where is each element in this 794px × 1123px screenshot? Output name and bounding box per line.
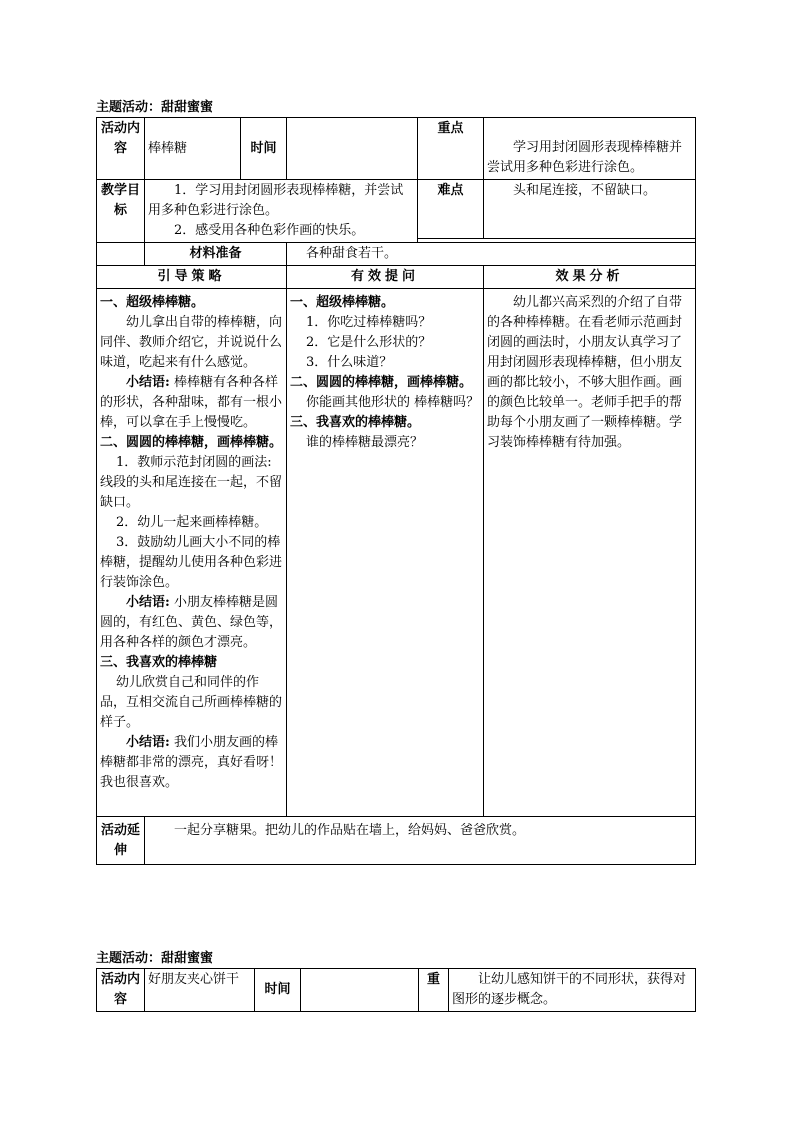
strategy-s1-summary: 小结语: 棒棒糖有各种各样的形状，各种甜味，都有一根小棒，可以拿在手上慢慢吃。 [100, 375, 283, 430]
strategy-column [97, 289, 287, 817]
extension-label: 活动延伸 [97, 817, 145, 865]
question-1-2: 2．它是什么形状的？ [306, 335, 432, 350]
difficulty-label: 难点 [418, 180, 484, 239]
header-analysis: 效果分析 [484, 266, 696, 289]
lesson-plan-table-2 [96, 968, 696, 1012]
goal-1: 1．学习用封闭圆形表现棒棒糖，并尝试用多种色彩进行涂色。 [148, 183, 404, 218]
extension-text: 一起分享糖果。把幼儿的作品贴在墙上，给妈妈、爸爸欣赏。 [145, 817, 696, 865]
header-questions: 有效提问 [287, 266, 484, 289]
strategy-s2-p1: 1．教师示范封闭圆的画法: 线段的头和尾连接在一起，不留缺口。 [100, 455, 283, 510]
strategy-s3-summary: 小结语: 我们小朋友画的棒棒糖都非常的漂亮，真好看呀！我也很喜欢。 [100, 735, 283, 790]
strategy-section-1-title: 一、超级棒棒糖。 [100, 295, 205, 310]
theme-title: 主题活动：甜甜蜜蜜 [96, 100, 214, 115]
question-1-3: 3．什么味道？ [306, 355, 393, 370]
materials-label: 材料准备 [145, 243, 287, 266]
analysis-text: 幼儿都兴高采烈的介绍了自带的各种棒棒糖。在看老师示范画封闭圆的画法时，小朋友认真学习了用封闭圆形表现棒棒糖，但小朋友画的都比较小，不够大胆作画。画的颜色比较单一。老师手把手的帮助每个小朋友画了一颗棒棒糖。学习装饰棒棒糖有待加强。 [487, 295, 683, 450]
time-label-2: 时间 [255, 969, 301, 1012]
activity-name: 棒棒糖 [145, 118, 241, 180]
focus-label: 重点 [418, 118, 484, 180]
goals-label: 教学目标 [97, 180, 145, 243]
time-label: 时间 [241, 118, 287, 180]
goals-text [145, 180, 418, 243]
strategy-section-2-title: 二、圆圆的棒棒糖，画棒棒糖。 [100, 435, 283, 450]
materials-text: 各种甜食若干。 [287, 243, 696, 266]
questions-section-3-title: 三、我喜欢的棒棒糖。 [290, 415, 421, 430]
questions-column [287, 289, 484, 817]
activity-name-2: 好朋友夹心饼干 [145, 969, 255, 1012]
focus-label-2: 重 [419, 969, 449, 1012]
question-3-1: 谁的棒棒糖最漂亮？ [306, 435, 424, 450]
header-strategy: 引导策略 [97, 266, 287, 289]
question-2-1: 你能画其他形状的 棒棒糖吗？ [306, 395, 480, 410]
questions-section-1-title: 一、超级棒棒糖。 [290, 295, 395, 310]
strategy-s2-p3: 3．鼓励幼儿画大小不同的棒棒糖，提醒幼儿使用各种色彩进行装饰涂色。 [100, 535, 283, 590]
focus-text-2: 让幼儿感知饼干的不同形状，获得对图形的逐步概念。 [449, 969, 696, 1012]
time-value [287, 118, 418, 180]
strategy-section-3-title: 三、我喜欢的棒棒糖 [100, 655, 218, 670]
strategy-s3-p1: 幼儿欣赏自己和同伴的作品，互相交流自己所画棒棒糖的样子。 [100, 675, 283, 730]
strategy-s1-p1: 幼儿拿出自带的棒棒糖，向同伴、教师介绍它，并说说什么味道，吃起来有什么感觉。 [100, 315, 283, 370]
time-value-2 [301, 969, 419, 1012]
strategy-s2-p2: 2．幼儿一起来画棒棒糖。 [116, 515, 268, 530]
analysis-column [484, 289, 696, 817]
question-1-1: 1．你吃过棒棒糖吗？ [306, 315, 432, 330]
activity-content-label: 活动内容 [97, 118, 145, 180]
questions-section-2-title: 二、圆圆的棒棒糖，画棒棒糖。 [290, 375, 473, 390]
theme-title-2: 主题活动：甜甜蜜蜜 [96, 951, 214, 966]
goal-2: 2．感受用各种色彩作画的快乐。 [174, 223, 365, 238]
difficulty-text: 头和尾连接，不留缺口。 [484, 180, 696, 239]
lesson-plan-table [96, 117, 696, 865]
strategy-s2-summary: 小结语: 小朋友棒棒糖是圆圆的，有红色、黄色、绿色等，用各种各样的颜色才漂亮。 [100, 595, 283, 650]
focus-text: 学习用封闭圆形表现棒棒糖并尝试用多种色彩进行涂色。 [484, 118, 696, 180]
activity-content-label-2: 活动内容 [97, 969, 145, 1012]
